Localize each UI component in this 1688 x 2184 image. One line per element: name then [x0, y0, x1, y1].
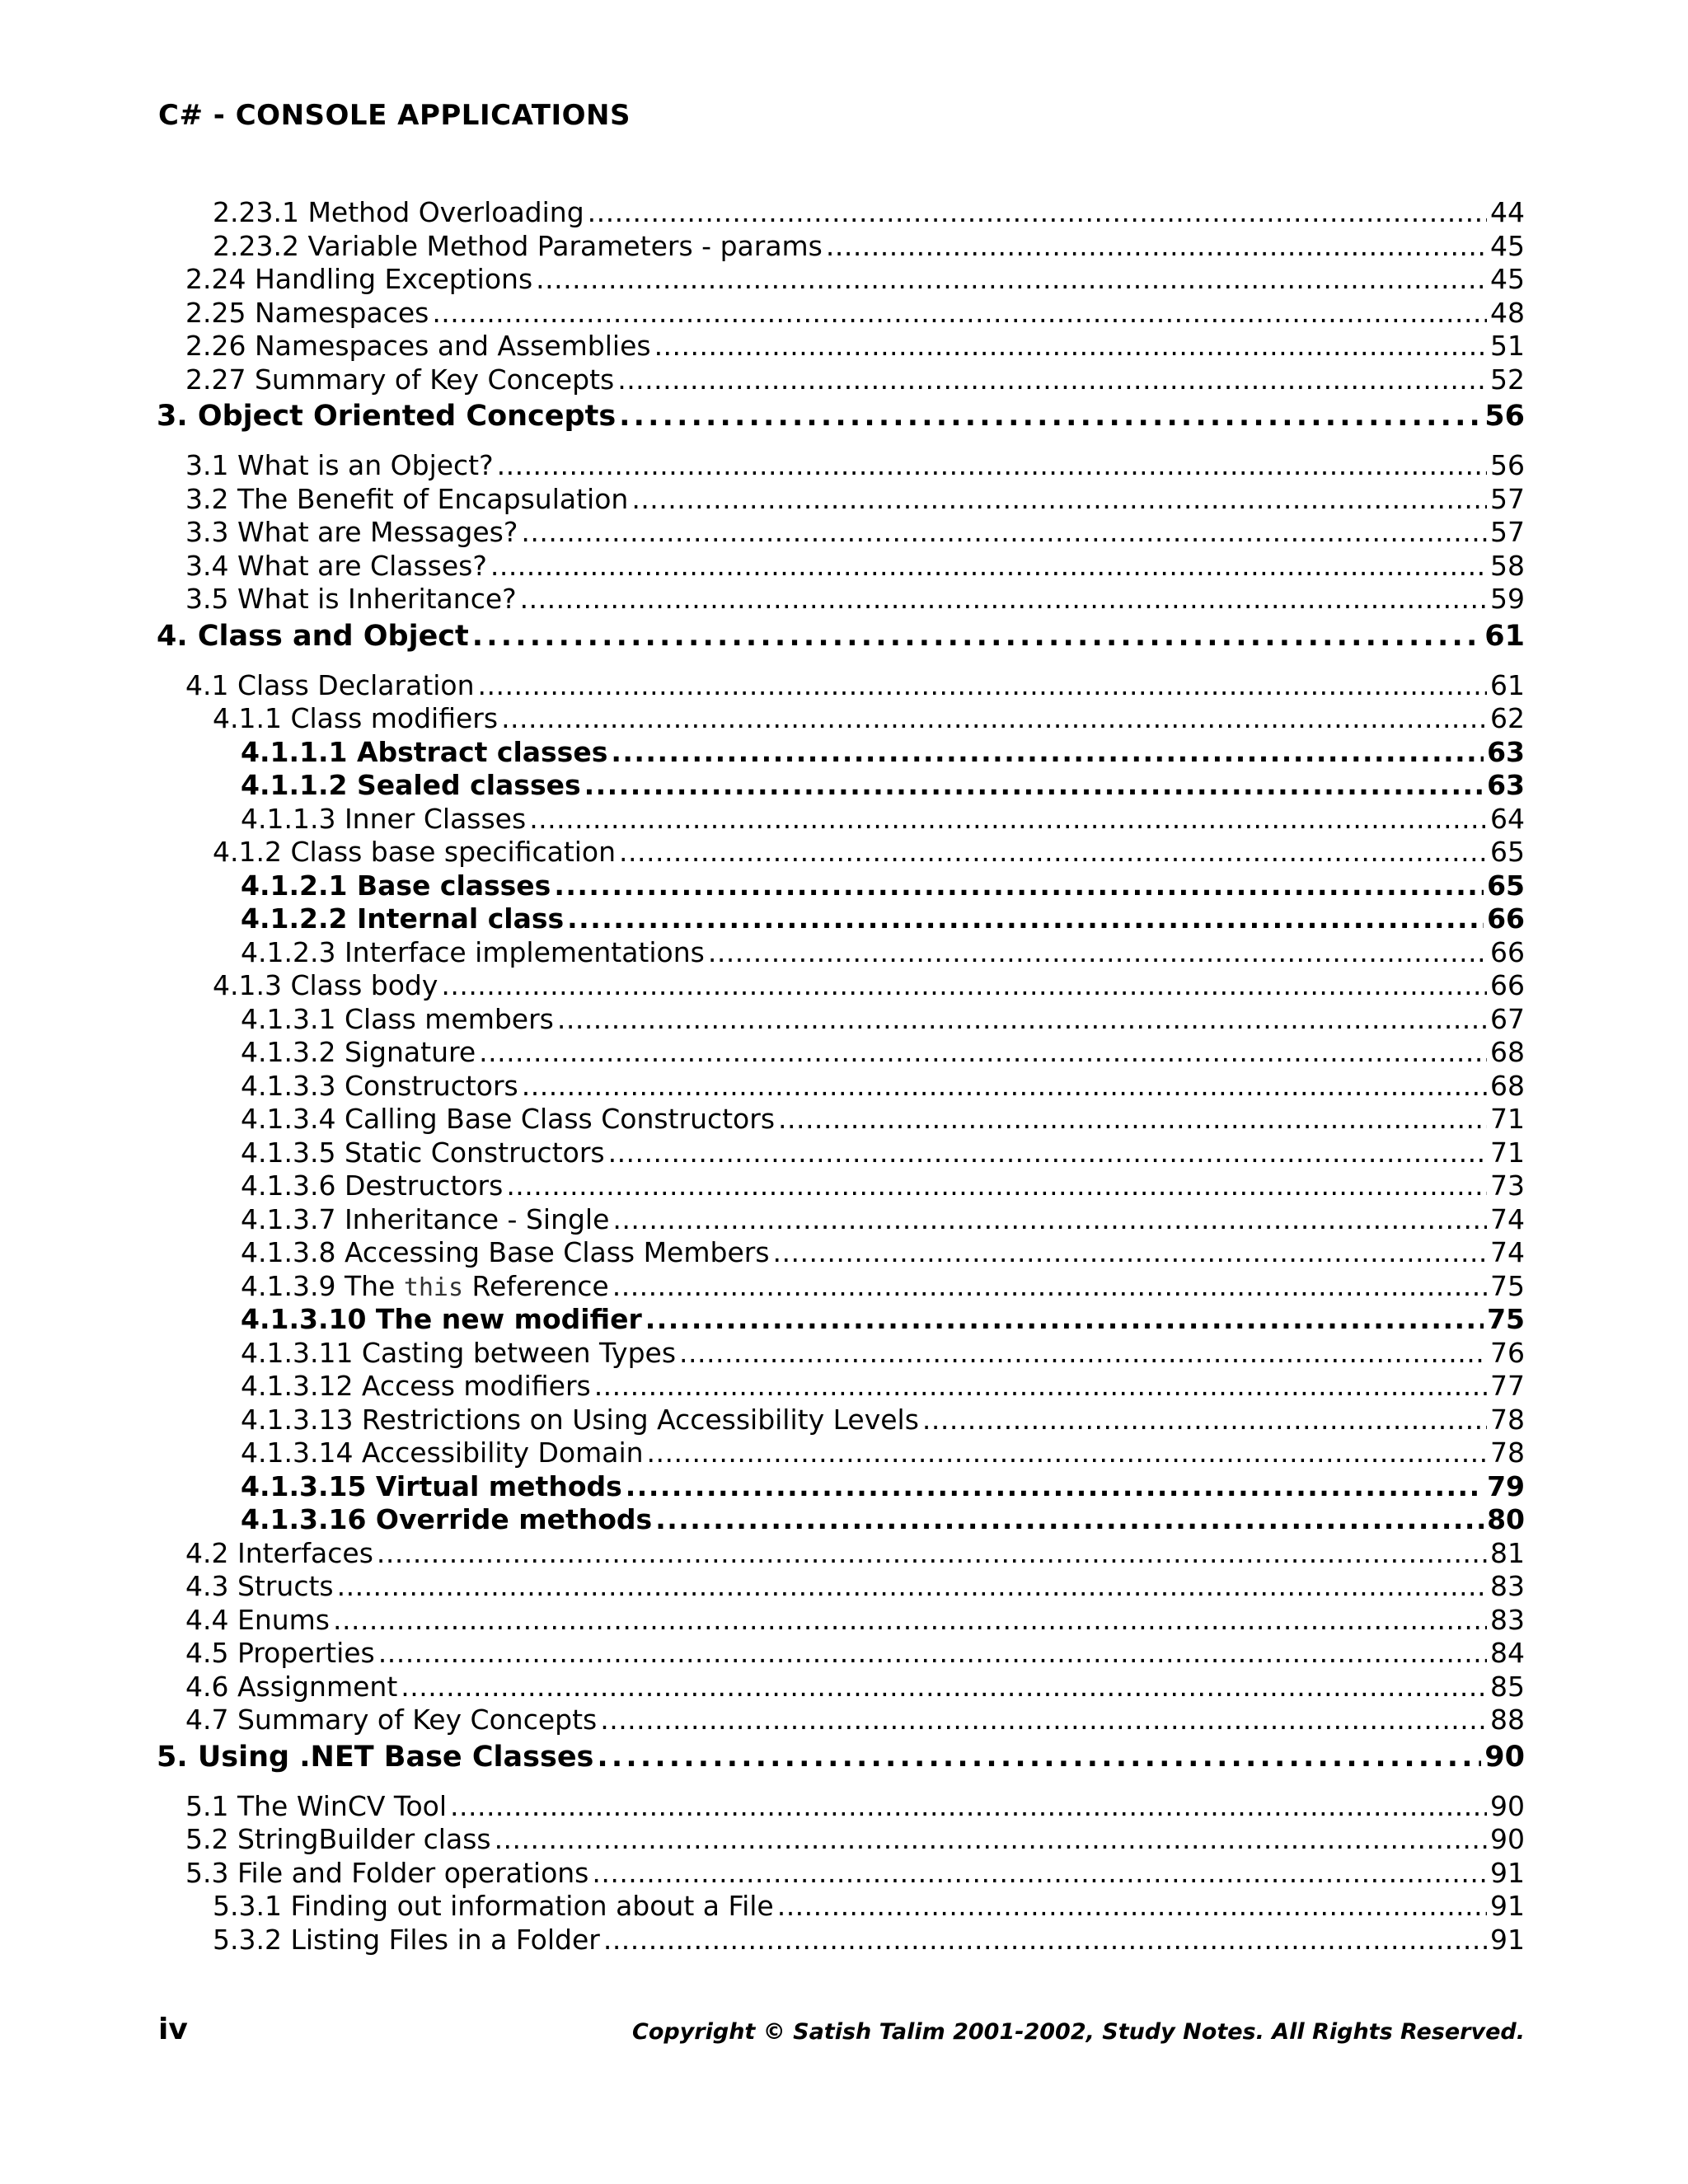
dot-leader: [612, 1270, 1487, 1302]
toc-entry-title: 4.1.3.10 The new modifier: [241, 1303, 642, 1335]
toc-entry-page-number: 51: [1490, 330, 1525, 362]
toc-entry-page-number: 76: [1490, 1336, 1525, 1369]
dot-leader: [611, 736, 1484, 768]
toc-entry[interactable]: [157, 1537, 1525, 1571]
dot-leader: [536, 263, 1487, 295]
toc-entry-page-number: 62: [1490, 702, 1525, 734]
toc-entry-page-number: 74: [1490, 1236, 1525, 1268]
toc-entry-page-number: 83: [1490, 1570, 1525, 1602]
toc-entry[interactable]: [157, 1470, 1525, 1504]
copyright-notice: Copyright © Satish Talim 2001-2002, Study Notes. All Rights Reserved.: [632, 2019, 1525, 2045]
toc-entry[interactable]: [157, 330, 1525, 363]
dot-leader: [333, 1604, 1487, 1636]
toc-entry[interactable]: [157, 1270, 1525, 1304]
toc-entry-page-number: 65: [1487, 869, 1525, 902]
toc-entry-page-number: 45: [1490, 263, 1525, 295]
toc-entry[interactable]: [157, 702, 1525, 736]
dot-leader: [631, 483, 1487, 515]
toc-entry-page-number: 44: [1490, 196, 1525, 228]
toc-entry-title: 4.1.3.1 Class members: [241, 1002, 554, 1035]
toc-entry-page-number: 66: [1487, 902, 1525, 935]
toc-entry-page-number: 90: [1490, 1823, 1525, 1855]
dot-leader: [378, 1637, 1487, 1669]
toc-entry[interactable]: [157, 230, 1525, 264]
toc-entry[interactable]: [157, 1303, 1525, 1337]
toc-entry[interactable]: [157, 1036, 1525, 1070]
toc-entry-title: 3.3 What are Messages?: [185, 516, 518, 548]
toc-entry-page-number: 61: [1490, 668, 1525, 701]
toc-entry-title: 4.1.3.8 Accessing Base Class Members: [241, 1236, 770, 1268]
dot-leader: [597, 1741, 1481, 1774]
toc-entry-page-number: 66: [1490, 935, 1525, 968]
toc-entry[interactable]: [157, 263, 1525, 297]
toc-entry-page-number: 74: [1490, 1202, 1525, 1235]
toc-entry[interactable]: [157, 1337, 1525, 1371]
dot-leader: [432, 297, 1487, 329]
toc-entry-title: 4.1.1.3 Inner Classes: [241, 802, 527, 835]
toc-entry[interactable]: [157, 583, 1525, 616]
dot-leader: [584, 769, 1484, 801]
dot-leader: [626, 1470, 1484, 1502]
toc-entry[interactable]: [157, 1436, 1525, 1470]
toc-entry-page-number: 79: [1487, 1469, 1525, 1502]
toc-entry-title: 2.23.1 Method Overloading: [213, 196, 584, 228]
toc-entry-title: 3.4 What are Classes?: [185, 549, 487, 582]
toc-entry-page-number: 71: [1490, 1136, 1525, 1169]
dot-leader: [592, 1857, 1487, 1889]
toc-entry-page-number: 59: [1490, 583, 1525, 615]
toc-entry-title: 5.3.2 Listing Files in a Folder: [213, 1923, 600, 1956]
toc-entry-title: 4.1.3.5 Static Constructors: [241, 1136, 605, 1169]
page-number: iv: [158, 2013, 188, 2046]
toc-entry-title: 4.1.3.15 Virtual methods: [241, 1469, 622, 1502]
toc-entry[interactable]: [157, 1790, 1525, 1824]
toc-entry-page-number: 65: [1490, 836, 1525, 868]
toc-entry[interactable]: [157, 1857, 1525, 1891]
toc-entry[interactable]: [157, 1103, 1525, 1137]
dot-leader: [337, 1570, 1487, 1602]
toc-entry[interactable]: [157, 1070, 1525, 1104]
toc-entry-page-number: 75: [1487, 1303, 1525, 1335]
toc-entry[interactable]: [157, 1671, 1525, 1704]
toc-entry[interactable]: [157, 1890, 1525, 1924]
dot-leader: [777, 1890, 1487, 1922]
dot-leader: [619, 836, 1487, 868]
dot-leader: [377, 1537, 1487, 1569]
toc-entry-title: 4.1.2.3 Interface implementations: [241, 935, 705, 968]
dot-leader: [554, 869, 1484, 902]
toc-entry[interactable]: [157, 1570, 1525, 1604]
toc-entry-title: 4.7 Summary of Key Concepts: [185, 1704, 598, 1736]
toc-entry-title: 2.26 Namespaces and Assemblies: [185, 330, 651, 362]
toc-entry[interactable]: [157, 550, 1525, 583]
toc-entry-title: 4.1.1 Class modifiers: [213, 702, 499, 734]
toc-entry[interactable]: [157, 1604, 1525, 1638]
dot-leader: [619, 400, 1481, 433]
toc-entry[interactable]: [157, 1137, 1525, 1170]
toc-entry-title: 4.1.3.11 Casting between Types: [241, 1336, 677, 1369]
dot-leader: [520, 583, 1487, 615]
dot-leader: [600, 1704, 1487, 1736]
toc-entry-title: 3.2 The Benefit of Encapsulation: [185, 482, 629, 515]
toc-entry-title: 4.1 Class Declaration: [185, 668, 475, 701]
toc-entry-page-number: 48: [1490, 296, 1525, 329]
dot-leader: [588, 196, 1487, 228]
toc-entry-title: 5.2 StringBuilder class: [185, 1823, 491, 1855]
toc-entry[interactable]: [157, 616, 1525, 669]
dot-leader: [522, 1070, 1487, 1102]
toc-entry-title: 4.1.3.7 Inheritance - Single: [241, 1202, 610, 1235]
toc-entry-page-number: 75: [1490, 1269, 1525, 1302]
toc-entry-page-number: 67: [1490, 1002, 1525, 1035]
toc-entry-title-part: 4.1.3.9 The: [241, 1269, 404, 1302]
toc-entry-page-number: 83: [1490, 1603, 1525, 1636]
toc-entry-page-number: 81: [1490, 1536, 1525, 1569]
toc-entry-title: [241, 1270, 609, 1302]
toc-entry-title: 4.1.3.2 Signature: [241, 1036, 476, 1068]
toc-entry-title: 2.24 Handling Exceptions: [185, 263, 533, 295]
dot-leader: [773, 1236, 1487, 1268]
toc-entry-page-number: 68: [1490, 1036, 1525, 1068]
toc-entry[interactable]: [157, 363, 1525, 397]
toc-entry-page-number: 57: [1490, 482, 1525, 515]
toc-entry-title: 4.6 Assignment: [185, 1670, 398, 1703]
dot-leader: [826, 230, 1487, 262]
toc-entry-title: 4. Class and Object: [157, 619, 469, 653]
dot-leader: [654, 330, 1487, 362]
running-header: C# - CONSOLE APPLICATIONS: [158, 99, 631, 132]
toc-entry-page-number: 56: [1490, 449, 1525, 481]
toc-entry-title: 4.1.3.3 Constructors: [241, 1069, 518, 1102]
toc-entry-page-number: 88: [1490, 1704, 1525, 1736]
table-of-contents: [157, 196, 1525, 1957]
dot-leader: [778, 1103, 1487, 1135]
toc-entry-page-number: 91: [1490, 1923, 1525, 1956]
toc-entry-page-number: 52: [1490, 363, 1525, 396]
toc-entry-page-number: 91: [1490, 1856, 1525, 1889]
toc-entry-title: 4.1.2.1 Base classes: [241, 869, 551, 902]
dot-leader: [617, 363, 1487, 396]
toc-entry[interactable]: [157, 902, 1525, 936]
toc-entry-page-number: 68: [1490, 1069, 1525, 1102]
toc-entry[interactable]: [157, 669, 1525, 703]
toc-entry[interactable]: [157, 396, 1525, 449]
dot-leader: [472, 620, 1482, 653]
toc-entry-title: 4.1.2.2 Internal class: [241, 902, 565, 935]
toc-entry-page-number: 63: [1487, 735, 1525, 768]
toc-entry[interactable]: [157, 483, 1525, 517]
toc-entry-page-number: 58: [1490, 549, 1525, 582]
toc-entry-title: 5.3.1 Finding out information about a File: [213, 1890, 774, 1922]
toc-entry-page-number: 84: [1490, 1637, 1525, 1669]
toc-entry-title: 4.1.3.13 Restrictions on Using Accessibility Levels: [241, 1403, 919, 1436]
toc-entry-title: 4.1.3.16 Override methods: [241, 1503, 653, 1535]
dot-leader: [450, 1790, 1487, 1822]
toc-entry-page-number: 56: [1484, 400, 1525, 433]
toc-entry-page-number: 63: [1487, 769, 1525, 801]
toc-entry-title-part: Reference: [463, 1269, 609, 1302]
toc-entry[interactable]: [157, 1003, 1525, 1037]
dot-leader: [479, 1036, 1487, 1068]
toc-entry-page-number: 85: [1490, 1670, 1525, 1703]
toc-entry[interactable]: [157, 1404, 1525, 1437]
toc-entry-page-number: 78: [1490, 1403, 1525, 1436]
toc-entry-page-number: 45: [1490, 229, 1525, 262]
toc-entry-title: 4.5 Properties: [185, 1637, 375, 1669]
dot-leader: [529, 803, 1487, 835]
dot-leader: [645, 1303, 1484, 1335]
toc-entry-title: 3.5 What is Inheritance?: [185, 583, 517, 615]
toc-entry[interactable]: [157, 1823, 1525, 1857]
toc-entry[interactable]: [157, 769, 1525, 803]
inline-code: this: [403, 1272, 464, 1302]
dot-leader: [567, 902, 1484, 935]
toc-entry[interactable]: [157, 1203, 1525, 1237]
dot-leader: [647, 1436, 1487, 1469]
toc-entry-page-number: 66: [1490, 969, 1525, 1001]
toc-entry[interactable]: [157, 1503, 1525, 1537]
toc-entry-title: 5. Using .NET Base Classes: [157, 1740, 594, 1774]
toc-entry-title: 2.25 Namespaces: [185, 296, 429, 329]
toc-entry[interactable]: [157, 1236, 1525, 1270]
toc-entry-title: 4.3 Structs: [185, 1570, 334, 1602]
toc-entry-title: 4.1.3.6 Destructors: [241, 1169, 504, 1202]
dot-leader: [441, 969, 1487, 1001]
dot-leader: [679, 1337, 1487, 1369]
toc-entry-title: 4.4 Enums: [185, 1603, 330, 1636]
toc-entry-page-number: 90: [1490, 1789, 1525, 1822]
toc-entry-title: 4.1.3.4 Calling Base Class Constructors: [241, 1103, 776, 1135]
dot-leader: [401, 1671, 1487, 1703]
toc-entry-title: 4.1.1.1 Abstract classes: [241, 735, 608, 768]
dot-leader: [501, 702, 1487, 734]
dot-leader: [521, 516, 1487, 548]
toc-entry-page-number: 91: [1490, 1890, 1525, 1922]
toc-entry-title: 4.1.3 Class body: [213, 969, 438, 1001]
toc-entry[interactable]: [157, 1704, 1525, 1737]
toc-entry-title: 5.1 The WinCV Tool: [185, 1789, 448, 1822]
toc-entry-page-number: 90: [1484, 1740, 1525, 1774]
dot-leader: [708, 936, 1487, 968]
toc-entry-title: 4.1.3.14 Accessibility Domain: [241, 1436, 644, 1469]
dot-leader: [612, 1203, 1487, 1235]
dot-leader: [655, 1503, 1484, 1535]
toc-entry-title: 3.1 What is an Object?: [185, 449, 494, 481]
toc-entry-page-number: 64: [1490, 802, 1525, 835]
toc-entry-page-number: 78: [1490, 1436, 1525, 1469]
toc-entry[interactable]: [157, 516, 1525, 550]
toc-entry-page-number: 80: [1487, 1503, 1525, 1535]
toc-entry[interactable]: [157, 1169, 1525, 1203]
dot-leader: [478, 669, 1487, 701]
toc-entry-title: 3. Object Oriented Concepts: [157, 400, 617, 433]
toc-entry[interactable]: [157, 803, 1525, 837]
toc-entry[interactable]: [157, 1924, 1525, 1957]
toc-entry-title: 2.27 Summary of Key Concepts: [185, 363, 615, 396]
toc-entry-page-number: 71: [1490, 1103, 1525, 1135]
dot-leader: [594, 1370, 1487, 1402]
dot-leader: [608, 1137, 1487, 1169]
toc-entry[interactable]: [157, 1370, 1525, 1404]
toc-entry-title: 4.1.2 Class base specification: [213, 836, 617, 868]
toc-entry[interactable]: [157, 969, 1525, 1003]
toc-entry-title: 4.1.3.12 Access modifiers: [241, 1370, 591, 1402]
toc-entry-page-number: 57: [1490, 516, 1525, 548]
dot-leader: [557, 1003, 1487, 1035]
toc-entry[interactable]: [157, 869, 1525, 903]
dot-leader: [497, 449, 1487, 481]
toc-entry-title: 4.1.1.2 Sealed classes: [241, 769, 581, 801]
toc-entry[interactable]: [157, 936, 1525, 970]
toc-entry-page-number: 61: [1484, 619, 1525, 653]
dot-leader: [506, 1169, 1487, 1202]
dot-leader: [603, 1924, 1487, 1956]
dot-leader: [495, 1823, 1487, 1855]
toc-entry[interactable]: [157, 297, 1525, 330]
toc-entry-title: 4.2 Interfaces: [185, 1536, 373, 1569]
toc-entry[interactable]: [157, 449, 1525, 483]
toc-entry-title: 5.3 File and Folder operations: [185, 1856, 589, 1889]
toc-entry-title: 2.23.2 Variable Method Parameters - params: [213, 229, 823, 262]
dot-leader: [922, 1404, 1487, 1436]
toc-entry-page-number: 77: [1490, 1370, 1525, 1402]
dot-leader: [490, 550, 1487, 582]
toc-entry[interactable]: [157, 736, 1525, 770]
toc-entry[interactable]: [157, 1637, 1525, 1671]
toc-entry[interactable]: [157, 196, 1525, 230]
toc-entry[interactable]: [157, 1737, 1525, 1790]
toc-entry[interactable]: [157, 836, 1525, 869]
toc-entry-page-number: 73: [1490, 1169, 1525, 1202]
